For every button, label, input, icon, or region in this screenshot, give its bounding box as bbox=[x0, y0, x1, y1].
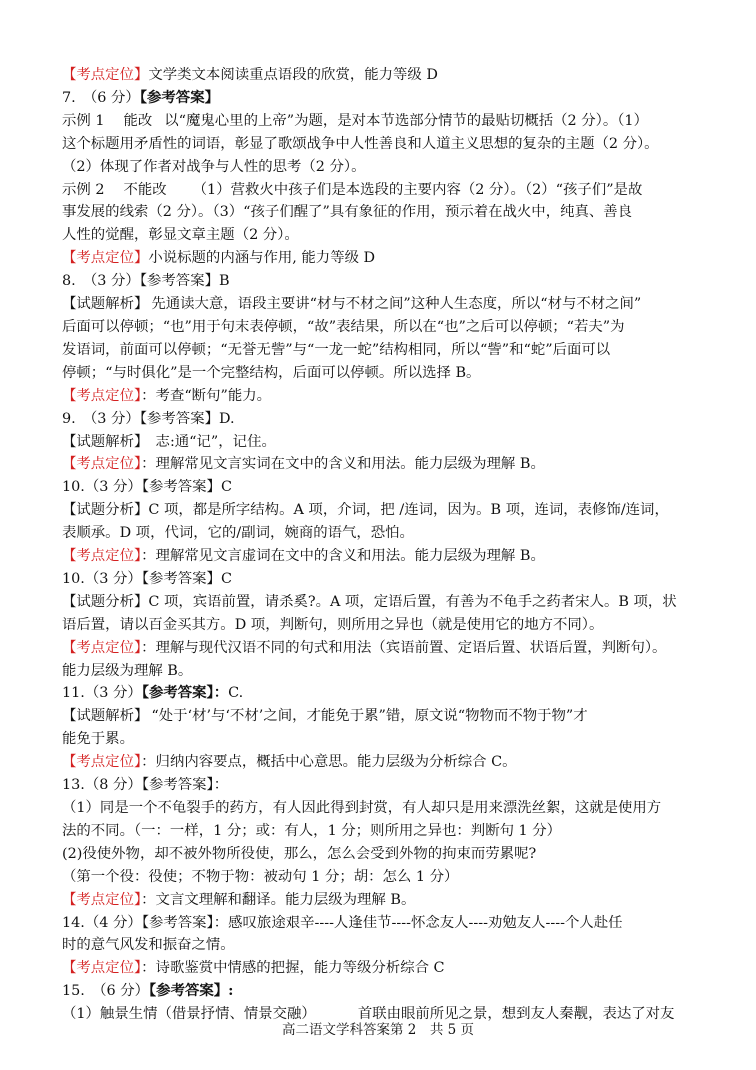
kaodian-tag: 【考点定位】 bbox=[62, 960, 142, 977]
jiexi-tag: 【试题解析】 bbox=[62, 296, 149, 313]
line-04: 这个标题用矛盾性的词语，彰显了歌颂战争中人性善良和人道主义思想的复杂的主题（2 分）。 bbox=[62, 135, 659, 152]
kaodian-tag: 【考点定位】 bbox=[62, 250, 149, 267]
line-30: 能免于累。 bbox=[62, 731, 134, 748]
line-31: 【考点定位】：归纳内容要点，概括中心意思。能力层级为分析综合 C。 bbox=[62, 754, 517, 771]
kaodian-tag: 【考点定位】 bbox=[62, 754, 142, 771]
line-39: 时的意气风发和振奋之情。 bbox=[62, 937, 235, 954]
line-33: （1）同是一个不龟裂手的药方，有人因此得到封赏，有人却只是用来漂洗丝絮，这就是使用方 bbox=[62, 800, 662, 816]
line-26: 【考点定位】：理解与现代汉语不同的句式和用法（宾语前置、定语后置、状语后置，判断句）。 bbox=[62, 639, 667, 656]
answer-tag: 【参考答案】 bbox=[141, 570, 221, 587]
line-21: 表顺承。D 项，代词，它的/副词，婉商的语气，恐怕。 bbox=[62, 525, 414, 542]
line-09: 【考点定位】小说标题的内涵与作用, 能力等级 D bbox=[62, 250, 376, 267]
line-08: 人性的觉醒，彰显文章主题（2 分）。 bbox=[62, 227, 299, 244]
fenxi-tag: 【试题分析】 bbox=[62, 593, 149, 610]
q10-header: 10.（3 分）【参考答案】C bbox=[62, 479, 232, 496]
answer-tag: 【参考答案】 bbox=[139, 410, 219, 427]
q11-header: 11.（3 分）【参考答案】：C. bbox=[62, 684, 244, 702]
line-11: 【试题解析】 先通读大意，语段主要讲“材与不材之间”这种人生态度，所以“材与不材之间” bbox=[62, 296, 642, 313]
q7-header: 7. （6 分）【参考答案】 bbox=[62, 88, 219, 106]
q9-header: 9. （3 分）【参考答案】D. bbox=[62, 410, 235, 427]
answer-key-body bbox=[62, 64, 702, 1026]
line-22: 【考点定位】：理解常见文言虚词在文中的含义和用法。能力层级为理解 B。 bbox=[62, 548, 545, 565]
jiexi-tag: 【试题解析】 bbox=[62, 708, 149, 725]
page-footer: 高二语文学科答案第 2 共 5 页 bbox=[281, 1022, 475, 1038]
line-18: 【考点定位】：理解常见文言实词在文中的含义和用法。能力层级为理解 B。 bbox=[62, 456, 545, 473]
answer-tag: 【参考答案】 bbox=[141, 777, 214, 794]
line-15: 【考点定位】：考查“断句”能力。 bbox=[62, 387, 271, 404]
answer-tag: 【参考答案】 bbox=[139, 273, 219, 290]
line-25: 语后置，请以百金买其方。D 项，判断句，则所用之异也（就是使用它的地方不同）。 bbox=[62, 616, 604, 633]
line-27: 能力层级为理解 B。 bbox=[62, 662, 193, 679]
line-24: 【试题分析】C 项，宾语前置，请杀奚?。A 项，定语后置，有善为不龟手之药者宋人。B 项，状 bbox=[62, 593, 677, 610]
line-17: 【试题解析】 志:通“记”，记住。 bbox=[62, 433, 276, 450]
line-36: （第一个役：役使；不物于物：被动句 1 分；胡：怎么 1 分） bbox=[62, 868, 459, 885]
line-14: 停顿；“与时俱化”是一个完整结构，后面可以停顿。所以选择 B。 bbox=[62, 364, 481, 381]
line-34: 法的不同。（一：一样，1 分；或：有人，1 分；则所用之异也：判断句 1 分） bbox=[62, 822, 562, 839]
kaodian-tag: 【考点定位】 bbox=[62, 387, 142, 404]
kaodian-tag: 【考点定位】 bbox=[62, 891, 142, 908]
line-42: （1）触景生情（借景抒情、情景交融） 首联由眼前所见之景，想到友人秦觏，表达了对友 bbox=[62, 1006, 675, 1023]
fenxi-tag: 【试题分析】 bbox=[62, 502, 149, 519]
answer-tag: 【参考答案】 bbox=[141, 914, 214, 931]
line-12: 后面可以停顿；“也”用于句末表停顿，“故”表结果，所以在“也”之后可以停顿；“若夫”为 bbox=[62, 318, 625, 335]
line-07: 事发展的线索（2 分）。（3）“孩子们醒了”具有象征的作用，预示着在战火中，纯真、善良 bbox=[62, 204, 633, 221]
kaodian-tag: 【考点定位】 bbox=[62, 639, 142, 656]
line-01: 【考点定位】文学类文本阅读重点语段的欣赏，能力等级 D bbox=[62, 67, 438, 83]
q13-header: 13.（8 分）【参考答案】： bbox=[62, 777, 229, 794]
line-20: 【试题分析】C 项，都是所字结构。A 项，介词，把 /连词，因为。B 项，连词，表修饰/连词， bbox=[62, 502, 669, 519]
kaodian-tag: 【考点定位】 bbox=[62, 67, 149, 83]
line-35: (2)役使外物，却不被外物所役使，那么，怎么会受到外物的拘束而劳累呢? bbox=[62, 845, 537, 862]
q15-header: 15. （6 分）【参考答案】: bbox=[62, 982, 234, 1000]
answer-tag: 【参考答案】： bbox=[141, 684, 229, 702]
jiexi-tag: 【试题解析】 bbox=[62, 433, 142, 450]
line-13: 发语词，前面可以停顿；“无誉无訾”与“一龙一蛇”结构相同，所以“訾”和“蛇”后面可以 bbox=[62, 341, 611, 358]
q14-header: 14.（4 分）【参考答案】：感叹旅途艰辛----人逢佳节----怀念友人----劝勉友人----个人赴任 bbox=[62, 914, 623, 931]
line-06: 示例 2 不能改 （1）营救火中孩子们是本选段的主要内容（2 分）。（2）“孩子们”是故 bbox=[62, 181, 643, 198]
answer-tag: 【参考答案】 bbox=[141, 479, 221, 496]
kaodian-tag: 【考点定位】 bbox=[62, 456, 142, 473]
answer-tag: 【参考答案】: bbox=[148, 982, 234, 1000]
line-05: （2）体现了作者对战争与人性的思考（2 分）。 bbox=[62, 158, 366, 175]
q8-header: 8. （3 分）【参考答案】B bbox=[62, 273, 230, 290]
line-29: 【试题解析】 “处于‘材’与‘不材’之间，才能免于累”错，原文说“物物而不物于物”才 bbox=[62, 708, 588, 725]
answer-tag: 【参考答案】 bbox=[139, 88, 219, 106]
kaodian-tag: 【考点定位】 bbox=[62, 548, 142, 565]
line-37: 【考点定位】：文言文理解和翻译。能力层级为理解 B。 bbox=[62, 891, 416, 908]
line-03: 示例 1 能改 以“魔鬼心里的上帝”为题，是对本节选部分情节的最贴切概括（2 分）。（1） bbox=[62, 112, 648, 129]
line-40: 【考点定位】：诗歌鉴赏中情感的把握，能力等级分析综合 C bbox=[62, 960, 445, 977]
q10b-header: 10.（3 分）【参考答案】C bbox=[62, 570, 232, 587]
